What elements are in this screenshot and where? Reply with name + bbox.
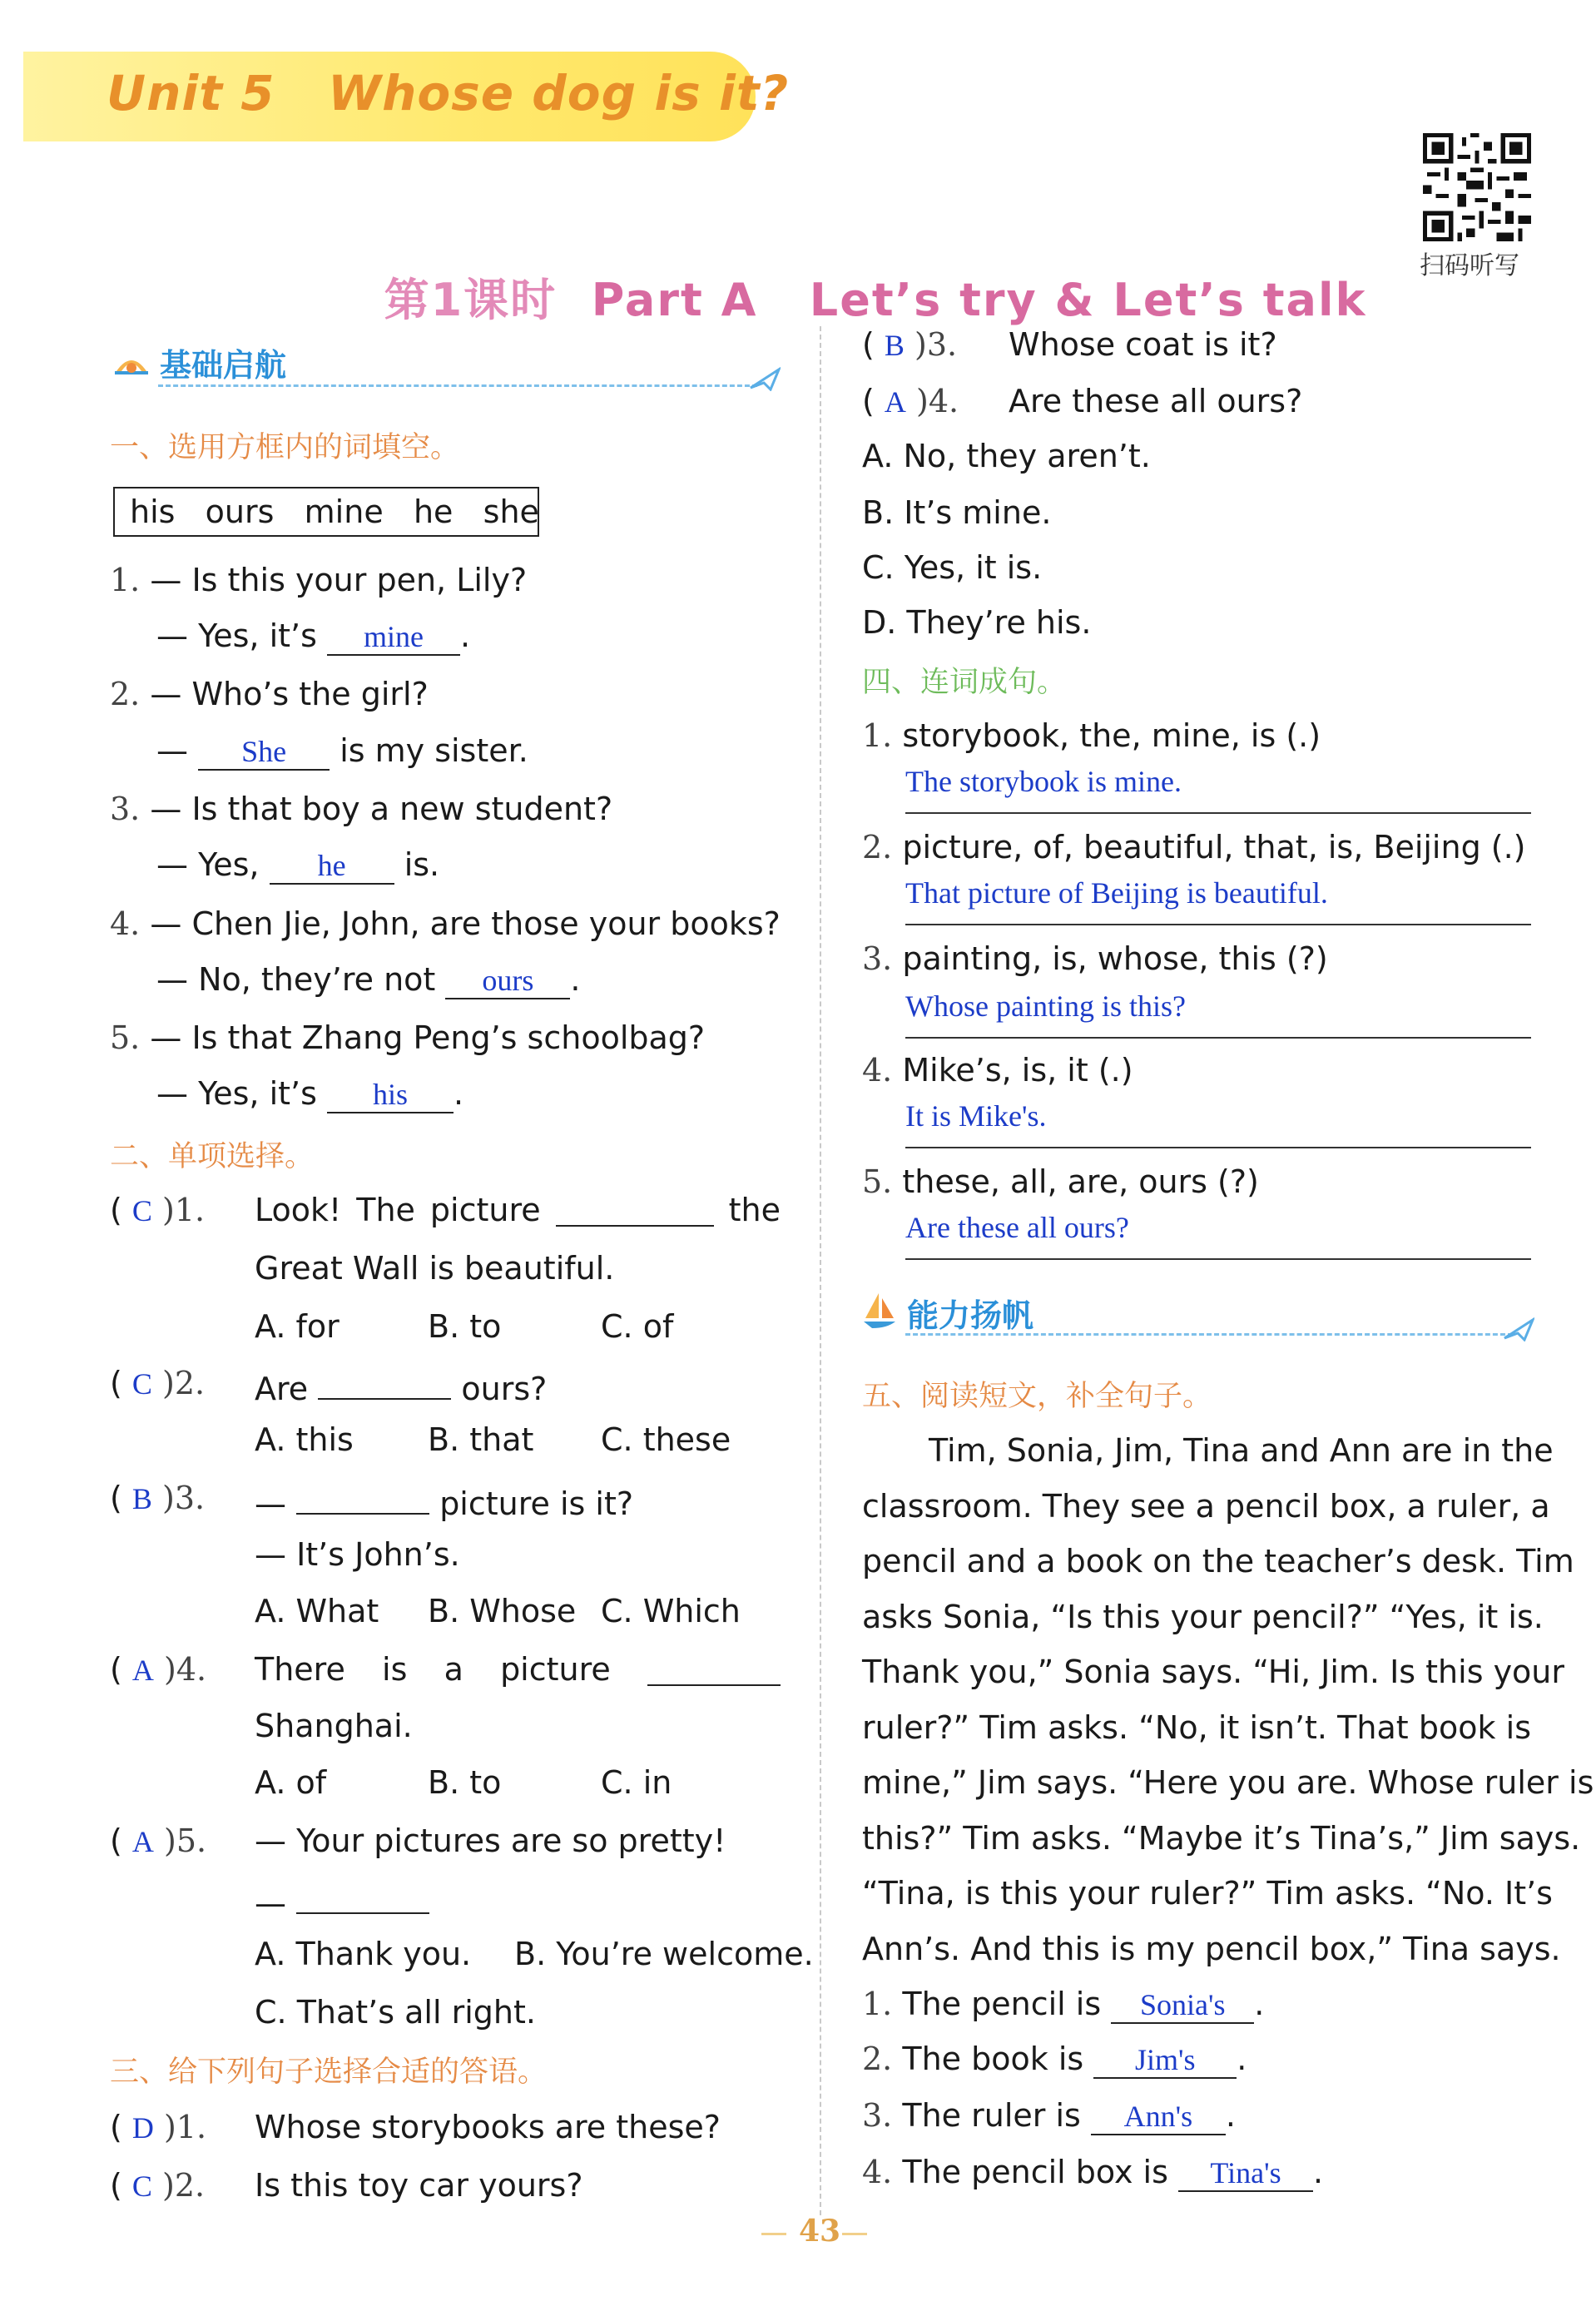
q-number: )4. bbox=[916, 383, 959, 419]
option-a[interactable]: A. for bbox=[255, 1308, 340, 1345]
sentence-suffix: . bbox=[1254, 1986, 1265, 2022]
q-number: 4. bbox=[862, 2154, 893, 2190]
sentence-prefix: The pencil is bbox=[902, 1986, 1102, 2022]
question-word: — bbox=[255, 1885, 286, 1922]
passage-line: pencil and a book on the teacher’s desk. Tim bbox=[862, 1543, 1574, 1579]
page-number: 43 bbox=[799, 2214, 841, 2249]
sentence-suffix: . bbox=[1237, 2041, 1247, 2077]
sentence-answer[interactable]: Are these all ours? bbox=[905, 1211, 1129, 1244]
qr-code-icon[interactable] bbox=[1423, 133, 1531, 241]
filled-answer[interactable]: mine bbox=[364, 620, 424, 653]
filled-answer[interactable]: he bbox=[317, 849, 346, 882]
section-ability-divider bbox=[905, 1333, 1513, 1336]
question-text: — Who’s the girl? bbox=[150, 676, 429, 712]
sentence-answer[interactable]: The storybook is mine. bbox=[905, 765, 1182, 798]
option-d: D. They’re his. bbox=[862, 604, 1092, 641]
qr-label: 扫码听写 bbox=[1420, 251, 1519, 280]
q-number: )2. bbox=[162, 2167, 206, 2204]
word-list: Mike’s, is, it (.) bbox=[902, 1052, 1133, 1089]
question-text: — Is that boy a new student? bbox=[150, 791, 613, 827]
sentence-answer[interactable]: That picture of Beijing is beautiful. bbox=[905, 876, 1328, 910]
q-number: )4. bbox=[164, 1651, 207, 1688]
option-c[interactable]: C. That’s all right. bbox=[255, 1994, 536, 2031]
choice-answer[interactable]: A bbox=[884, 385, 906, 419]
filled-answer[interactable]: Tina's bbox=[1210, 2156, 1281, 2189]
answer-suffix: is my sister. bbox=[340, 732, 528, 769]
answer-suffix: is. bbox=[404, 846, 440, 883]
q-number: 3. bbox=[862, 940, 893, 977]
passage-line: asks Sonia, “Is this your pencil?” “Yes, it is. bbox=[862, 1598, 1544, 1635]
q-number: 5. bbox=[110, 1019, 141, 1056]
answer-suffix: . bbox=[454, 1075, 464, 1112]
option-a[interactable]: A. this bbox=[255, 1421, 354, 1458]
choice-answer[interactable]: D bbox=[131, 2111, 154, 2145]
answer-prefix: — Yes, bbox=[156, 846, 260, 883]
choice-answer[interactable]: C bbox=[131, 1194, 152, 1227]
lesson-title-cn: 第1课时 bbox=[384, 274, 558, 326]
sentence-prefix: The pencil box is bbox=[902, 2154, 1168, 2190]
sentence-answer[interactable]: It is Mike's. bbox=[905, 1099, 1047, 1133]
option-b[interactable]: B. You’re welcome. bbox=[514, 1936, 814, 1972]
question-text: — Is that Zhang Peng’s schoolbag? bbox=[150, 1019, 706, 1056]
question-word: the bbox=[728, 1192, 781, 1228]
part4-title: 四、连词成句。 bbox=[862, 666, 1067, 699]
part2-title: 二、单项选择。 bbox=[110, 1140, 315, 1173]
passage-line: “Tina, is this your ruler?” Tim asks. “No. It’s bbox=[862, 1875, 1553, 1912]
question-word: There bbox=[255, 1651, 345, 1688]
lesson-title bbox=[349, 212, 1366, 329]
q-number: )5. bbox=[164, 1822, 207, 1859]
passage-line: this?” Tim asks. “Maybe it’s Tina’s,” Jim says. bbox=[862, 1819, 1581, 1857]
sentence-answer[interactable]: Whose painting is this? bbox=[905, 989, 1186, 1023]
passage-line: Thank you,” Sonia says. “Hi, Jim. Is this your bbox=[862, 1654, 1565, 1690]
answer-suffix: . bbox=[570, 961, 581, 998]
answer-blank[interactable] bbox=[318, 1365, 451, 1400]
page-number-rule-left bbox=[761, 2233, 786, 2235]
sentence-suffix: . bbox=[1225, 2097, 1237, 2134]
section-basic-divider bbox=[158, 384, 757, 387]
filled-answer[interactable]: She bbox=[241, 735, 287, 768]
q-number: 1. bbox=[110, 562, 141, 598]
filled-answer[interactable]: Jim's bbox=[1135, 2043, 1196, 2076]
question-text: Shanghai. bbox=[255, 1708, 413, 1744]
question-text: Is this toy car yours? bbox=[255, 2167, 583, 2204]
q-number: 1. bbox=[862, 717, 893, 754]
sailboat-icon bbox=[862, 1290, 897, 1328]
choice-answer[interactable]: A bbox=[131, 1654, 154, 1687]
filled-answer[interactable]: ours bbox=[482, 964, 534, 997]
question-text: — Your pictures are so pretty! bbox=[255, 1822, 726, 1859]
part3-title: 三、给下列句子选择合适的答语。 bbox=[110, 2056, 548, 2089]
word-box: his ours mine he she bbox=[113, 487, 539, 537]
option-c[interactable]: C. these bbox=[601, 1421, 731, 1458]
filled-answer[interactable]: his bbox=[373, 1078, 409, 1111]
answer-blank[interactable] bbox=[296, 1879, 429, 1914]
answer-prefix: — bbox=[156, 732, 188, 769]
q-number: 2. bbox=[862, 829, 893, 865]
word-list: these, all, are, ours (?) bbox=[902, 1163, 1259, 1200]
paper-plane-icon bbox=[749, 366, 781, 391]
q-number: )2. bbox=[162, 1365, 206, 1401]
option-b[interactable]: B. to bbox=[428, 1764, 502, 1801]
answer-blank[interactable] bbox=[296, 1480, 429, 1515]
passage-line: ruler?” Tim asks. “No, it isn’t. That book is bbox=[862, 1708, 1531, 1746]
answer-blank[interactable] bbox=[647, 1651, 781, 1686]
unit-title: Unit 5 Whose dog is it? bbox=[107, 65, 790, 121]
q-number: 4. bbox=[862, 1052, 893, 1089]
q-number: 2. bbox=[110, 676, 141, 712]
option-b[interactable]: B. Whose bbox=[428, 1593, 577, 1629]
option-c: C. Yes, it is. bbox=[862, 549, 1043, 586]
option-c[interactable]: C. Which bbox=[601, 1593, 741, 1629]
question-word: — bbox=[255, 1485, 286, 1522]
reading-passage bbox=[862, 1423, 1594, 1976]
choice-answer[interactable]: C bbox=[131, 2170, 152, 2203]
word-list: picture, of, beautiful, that, is, Beijing (.) bbox=[902, 829, 1526, 865]
q-number: 2. bbox=[862, 2041, 893, 2077]
filled-answer[interactable]: Ann's bbox=[1123, 2100, 1193, 2133]
question-word: Are bbox=[255, 1371, 309, 1407]
passage-line: Ann’s. And this is my pencil box,” Tina says. bbox=[862, 1930, 1561, 1967]
option-a: A. No, they aren’t. bbox=[862, 438, 1151, 474]
sentence-prefix: The ruler is bbox=[902, 2097, 1081, 2134]
question-word: picture bbox=[429, 1192, 541, 1228]
q-number: )3. bbox=[162, 1480, 206, 1516]
answer-blank[interactable] bbox=[556, 1192, 714, 1227]
q-number: 1. bbox=[862, 1986, 893, 2022]
question-word: is bbox=[382, 1651, 408, 1688]
question-text: — It’s John’s. bbox=[255, 1536, 460, 1573]
option-c[interactable]: C. of bbox=[601, 1308, 674, 1345]
question-word: The bbox=[356, 1192, 415, 1228]
answer-suffix: . bbox=[460, 617, 471, 654]
option-c[interactable]: C. in bbox=[601, 1764, 672, 1801]
q-number: 5. bbox=[862, 1163, 893, 1200]
section-basic-title: 基础启航 bbox=[160, 347, 287, 384]
passage-line: Tim, Sonia, Jim, Tina and Ann are in the bbox=[929, 1432, 1554, 1469]
sentence-prefix: The book is bbox=[902, 2041, 1084, 2077]
question-text: Are these all ours? bbox=[1009, 383, 1303, 419]
question-word: a bbox=[444, 1651, 463, 1688]
sun-icon bbox=[113, 343, 150, 376]
option-b: B. It’s mine. bbox=[862, 494, 1052, 531]
choice-answer[interactable]: A bbox=[131, 1825, 154, 1858]
sentence-suffix: . bbox=[1313, 2154, 1324, 2190]
question-text: Great Wall is beautiful. bbox=[255, 1250, 615, 1287]
part1-title: 一、选用方框内的词填空。 bbox=[110, 431, 460, 464]
passage-line: classroom. They see a pencil box, a ruler, a bbox=[862, 1487, 1550, 1525]
q-number: )1. bbox=[164, 2109, 207, 2145]
answer-prefix: — Yes, it’s bbox=[156, 617, 317, 654]
question-text: Whose storybooks are these? bbox=[255, 2109, 721, 2145]
choice-answer[interactable]: B bbox=[131, 1482, 152, 1515]
question-word: Look! bbox=[255, 1192, 342, 1228]
part5-title: 五、阅读短文，补全句子。 bbox=[862, 1380, 1212, 1413]
question-text: — Is this your pen, Lily? bbox=[150, 562, 528, 598]
page-number-rule-right bbox=[842, 2233, 867, 2235]
choice-answer[interactable]: C bbox=[131, 1367, 152, 1401]
question-text: — Chen Jie, John, are those your books? bbox=[150, 905, 781, 942]
word-list: storybook, the, mine, is (.) bbox=[902, 717, 1321, 754]
question-word: ours? bbox=[461, 1371, 548, 1407]
passage-line: mine,” Jim says. “Here you are. Whose ruler is bbox=[862, 1764, 1594, 1801]
q-number: )3. bbox=[914, 326, 958, 363]
question-text: Whose coat is it? bbox=[1009, 326, 1277, 363]
q-number: 3. bbox=[862, 2097, 893, 2134]
question-word: picture bbox=[500, 1651, 611, 1688]
column-divider bbox=[820, 326, 821, 2215]
option-a[interactable]: A. Thank you. bbox=[255, 1936, 472, 1972]
question-word: picture is it? bbox=[439, 1485, 634, 1522]
option-a[interactable]: A. What bbox=[255, 1593, 379, 1629]
answer-prefix: — No, they’re not bbox=[156, 961, 436, 998]
lesson-title-en: Part A Let’s try & Let’s talk bbox=[591, 274, 1367, 326]
option-b[interactable]: B. that bbox=[428, 1421, 534, 1458]
q-number: 4. bbox=[110, 905, 141, 942]
paper-plane-icon bbox=[1503, 1317, 1534, 1341]
choice-answer[interactable]: B bbox=[884, 329, 905, 362]
answer-prefix: — Yes, it’s bbox=[156, 1075, 317, 1112]
word-list: painting, is, whose, this (?) bbox=[902, 940, 1328, 977]
q-number: )1. bbox=[162, 1192, 206, 1228]
option-b[interactable]: B. to bbox=[428, 1308, 502, 1345]
option-a[interactable]: A. of bbox=[255, 1764, 327, 1801]
filled-answer[interactable]: Sonia's bbox=[1139, 1988, 1226, 2021]
section-ability-title: 能力扬帆 bbox=[907, 1297, 1034, 1334]
q-number: 3. bbox=[110, 791, 141, 827]
